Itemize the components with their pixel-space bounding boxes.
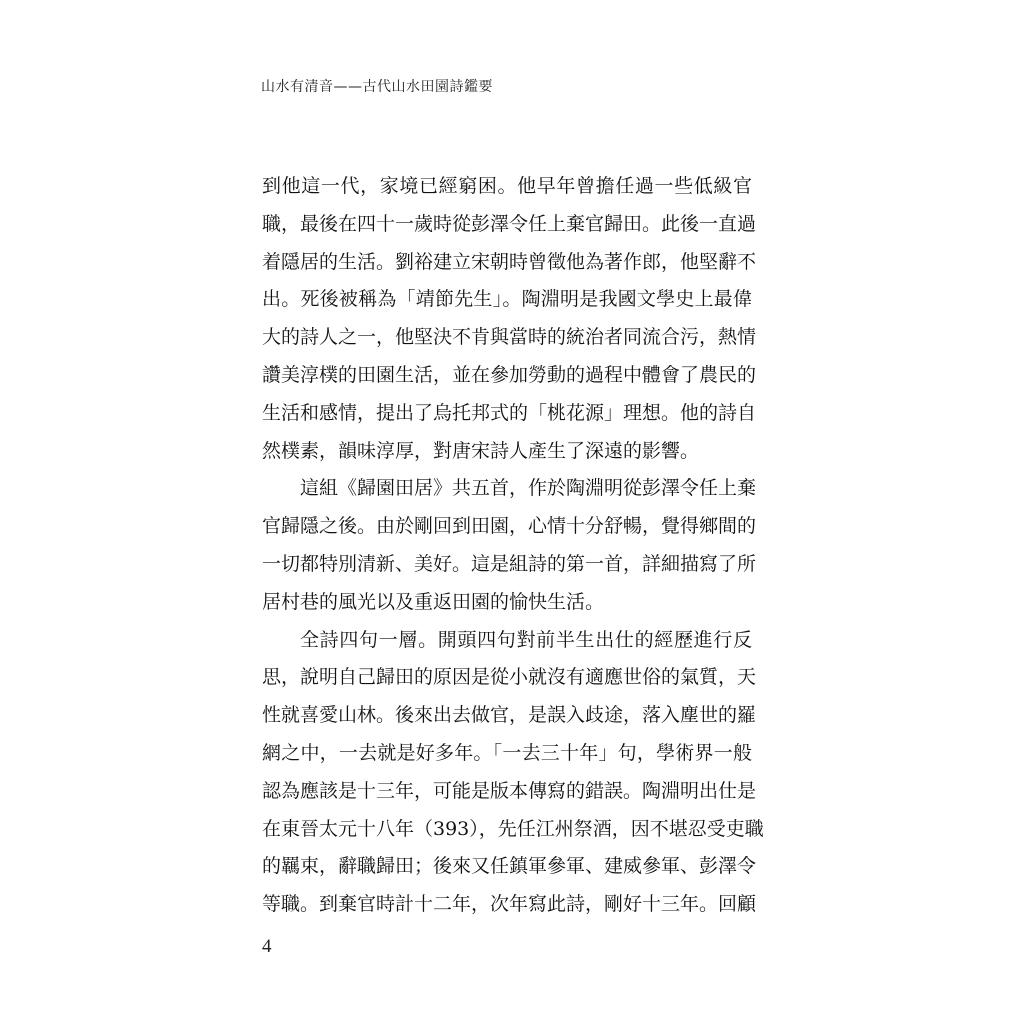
page-number: 4 xyxy=(262,936,272,957)
text-line: 生活和感情，提出了烏托邦式的「桃花源」理想。他的詩自 xyxy=(262,401,757,424)
text-line: 到他這一代，家境已經窮困。他早年曾擔任過一些低級官 xyxy=(262,175,752,197)
text-line: 全詩四句一層。開頭四句對前半生出仕的經歷進行反 xyxy=(300,628,752,651)
text-line: 的羈束，辭職歸田；後來又任鎮軍參軍、建威參軍、彭澤令 xyxy=(262,855,757,878)
text-line: 然樸素，韻味淳厚，對唐宋詩人產生了深遠的影響。 xyxy=(262,439,700,462)
text-line: 着隱居的生活。劉裕建立宋朝時曾徵他為著作郎，他堅辭不 xyxy=(262,250,757,273)
text-line: 職，最後在四十一歲時從彭澤令任上棄官歸田。此後一直過 xyxy=(262,212,757,235)
text-line: 一切都特別清新、美好。這是組詩的第一首，詳細描寫了所 xyxy=(262,552,757,575)
text-line: 思，說明自己歸田的原因是從小就沒有適應世俗的氣質，天 xyxy=(262,666,757,689)
running-header: 山水有清音——古代山水田園詩鑑要 xyxy=(261,79,493,95)
text-line: 在東晉太元十八年（393），先任江州祭酒，因不堪忍受吏職 xyxy=(262,817,764,840)
text-line: 認為應該是十三年，可能是版本傳寫的錯誤。陶淵明出仕是 xyxy=(262,779,757,802)
text-line: 官歸隱之後。由於剛回到田園，心情十分舒暢，覺得鄉間的 xyxy=(262,515,757,538)
text-line: 大的詩人之一，他堅決不肯與當時的統治者同流合污，熱情 xyxy=(262,326,757,349)
text-line: 網之中，一去就是好多年。「一去三十年」句，學術界一般 xyxy=(262,741,752,764)
text-line: 這組《歸園田居》共五首，作於陶淵明從彭澤令任上棄 xyxy=(300,477,757,500)
text-line: 性就喜愛山林。後來出去做官，是誤入歧途，落入塵世的羅 xyxy=(262,704,757,727)
text-line: 等職。到棄官時計十二年，次年寫此詩，剛好十三年。回顧 xyxy=(262,893,757,916)
body-text xyxy=(262,168,764,924)
text-line: 出。死後被稱為「靖節先生」。陶淵明是我國文學史上最偉 xyxy=(262,288,752,311)
text-line: 讚美淳樸的田園生活，並在參加勞動的過程中體會了農民的 xyxy=(262,363,757,386)
text-line: 居村巷的風光以及重返田園的愉快生活。 xyxy=(262,590,605,613)
